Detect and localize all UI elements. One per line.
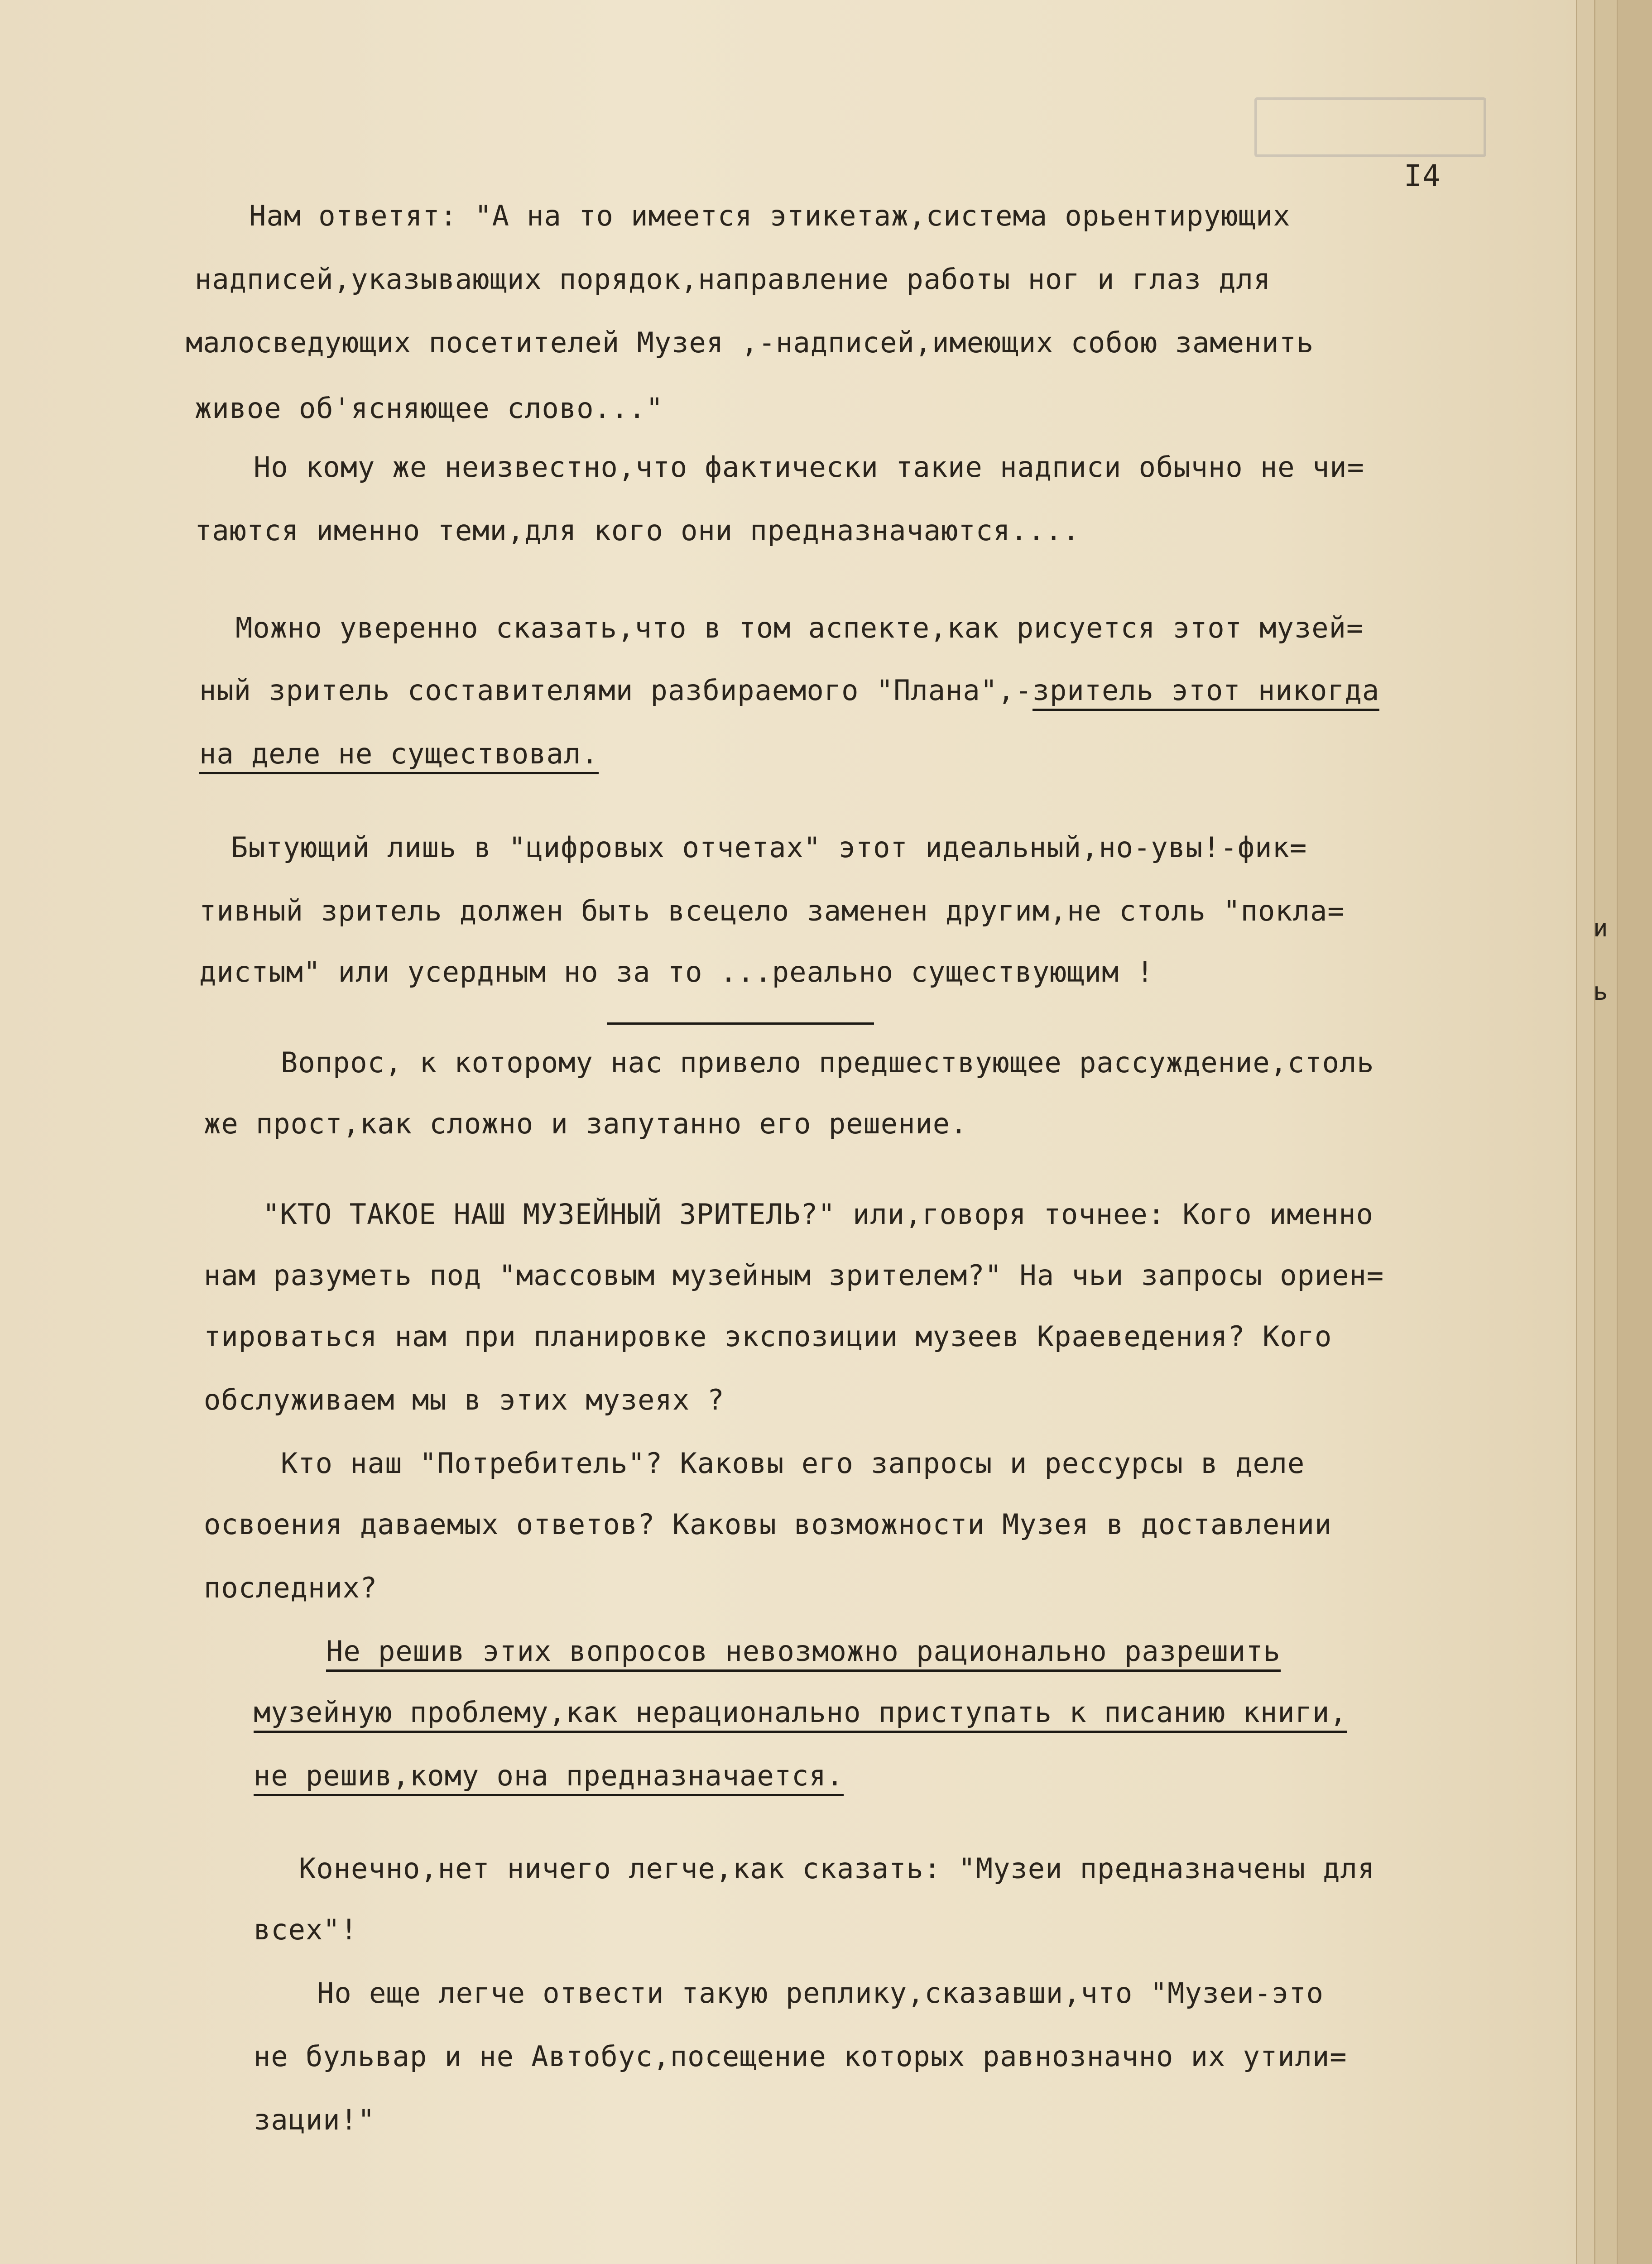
text-line	[195, 392, 663, 425]
text-line	[254, 1696, 1347, 1729]
line-text: Конечно,нет ничего легче,как сказать: "Музеи предназначены для	[299, 1852, 1375, 1885]
line-text: тироваться нам при планировке экспозиции музеев Краеведения? Кого	[204, 1320, 1332, 1353]
underlined-text: на деле не существовал.	[199, 737, 599, 774]
text-line	[281, 1046, 1374, 1079]
text-line	[199, 955, 1154, 988]
line-text: всех"!	[254, 1913, 358, 1946]
line-text: нам разуметь под "массовым музейным зрителем?" На чьи запросы ориен=	[204, 1259, 1384, 1292]
line-text: последних?	[204, 1571, 378, 1604]
line-text: малосведующих посетителей Музея ,-надписей,имеющих собою заменить	[186, 326, 1314, 359]
line-text: не бульвар и не Автобус,посещение которых равнозначно их утили=	[254, 2040, 1347, 2073]
line-text: таются именно теми,для кого они предназначаются....	[195, 514, 1080, 547]
line-text: Но еще легче отвести такую реплику,сказавши,что "Музеи-это	[317, 1976, 1324, 2010]
text-line	[204, 1508, 1332, 1541]
text-line	[204, 1320, 1332, 1353]
page-stack-edge	[1576, 0, 1595, 2264]
line-text: Но кому же неизвестно,что фактически такие надписи обычно не чи=	[254, 451, 1364, 484]
line-text: Вопрос, к которому нас привело предшествующее рассуждение,столь	[281, 1046, 1374, 1079]
text-line	[199, 894, 1345, 927]
underlined-text: Не решив этих вопросов невозможно рационально разрешить	[326, 1635, 1281, 1672]
line-text: живое об'ясняющее слово..."	[195, 392, 663, 425]
line-text: же прост,как сложно и запутанно его решение.	[204, 1107, 968, 1140]
text-line	[235, 611, 1364, 644]
underlined-text: музейную проблему,как нерационально приступать к писанию книги,	[254, 1696, 1347, 1733]
line-text: тивный зритель должен быть всецело заменен другим,не столь "покла=	[199, 894, 1345, 927]
line-text: дистым" или усердным но за то ...реально существующим !	[199, 955, 1154, 988]
line-text: ный зритель составителями разбираемого "Плана",-	[199, 674, 1032, 707]
text-line	[195, 514, 1080, 547]
underlined-text: не решив,кому она предназначается.	[254, 1759, 844, 1796]
text-line	[204, 1107, 967, 1140]
margin-mark: и	[1593, 914, 1609, 942]
line-text: Можно уверенно сказать,что в том аспекте,как рисуется этот музей=	[235, 611, 1364, 644]
page-number: I4	[1404, 158, 1441, 193]
line-text: Кто наш "Потребитель"? Каковы его запросы и рессурсы в деле	[281, 1447, 1305, 1480]
text-line	[254, 1759, 844, 1792]
faded-stamp	[1254, 97, 1486, 157]
line-text: Нам ответят: "А на то имеется этикетаж,система орьентирующих	[249, 199, 1291, 232]
text-line	[254, 1913, 358, 1946]
section-divider-line	[607, 1022, 874, 1025]
text-line	[299, 1852, 1375, 1885]
text-line	[317, 1976, 1324, 2010]
text-line	[326, 1635, 1281, 1668]
text-line	[254, 2103, 375, 2136]
text-line	[204, 1259, 1384, 1292]
page-stack-edge	[1594, 0, 1618, 2264]
text-line	[231, 831, 1307, 864]
text-line	[204, 1571, 377, 1604]
text-line	[281, 1447, 1305, 1480]
text-line	[254, 451, 1364, 484]
text-line	[195, 263, 1271, 296]
margin-mark: ь	[1593, 977, 1609, 1006]
underlined-text: зритель этот никогда	[1032, 674, 1380, 711]
text-line	[199, 674, 1379, 707]
line-text: "КТО ТАКОЕ НАШ МУЗЕЙНЫЙ ЗРИТЕЛЬ?" или,говоря точнее: Кого именно	[263, 1198, 1373, 1231]
line-text: надписей,указывающих порядок,направление работы ног и глаз для	[195, 263, 1271, 296]
text-line	[199, 737, 599, 770]
line-text: освоения даваемых ответов? Каковы возможности Музея в доставлении	[204, 1508, 1332, 1541]
text-line	[254, 2040, 1347, 2073]
line-text: Бытующий лишь в "цифровых отчетах" этот идеальный,но-увы!-фик=	[231, 831, 1307, 864]
page-stack-edge	[1617, 0, 1652, 2264]
text-line	[204, 1383, 725, 1416]
text-line	[249, 199, 1291, 232]
text-line	[186, 326, 1314, 359]
line-text: зации!"	[254, 2103, 375, 2136]
text-line	[263, 1198, 1373, 1231]
line-text: обслуживаем мы в этих музеях ?	[204, 1383, 725, 1416]
